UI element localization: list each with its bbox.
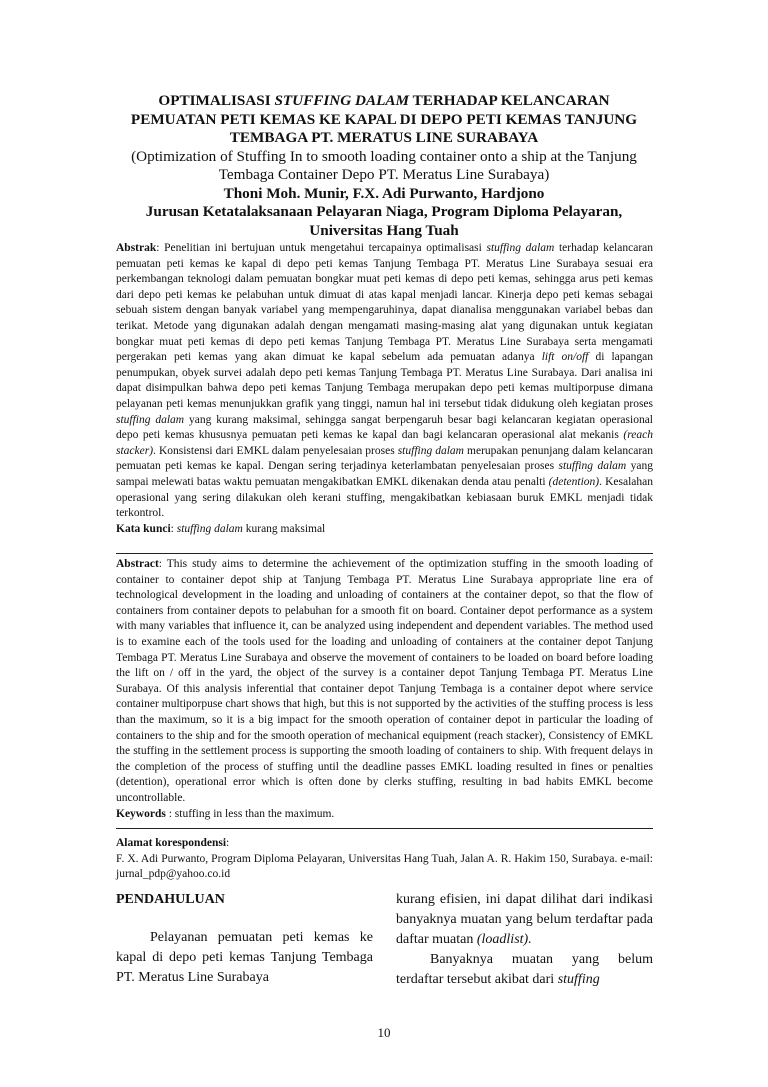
english-subtitle	[110, 148, 658, 185]
abstrak-text: . Kesalahan operasional yang sering dilakukan oleh kerani stuffing, mengakibatkan kebiasaan buruk EMKL menjadi tidak terkontrol.	[116, 475, 653, 520]
affiliation	[110, 203, 658, 240]
title-italic-text: STUFFING DALAM	[274, 92, 410, 109]
abstrak-text: . Konsistensi dari EMKL dalam penyelesaian proses	[153, 444, 398, 457]
abstrak-italic: stuffing dalam	[486, 242, 555, 254]
spacer	[116, 910, 373, 928]
abstrak-italic: stuffing dalam	[397, 444, 464, 457]
kata-kunci-label: Kata kunci	[116, 522, 171, 535]
keywords	[116, 807, 653, 823]
abstrak-italic: (reach stacker)	[116, 429, 653, 457]
correspondence-section	[116, 836, 653, 883]
correspondence-heading	[116, 836, 653, 852]
correspondence-text: F. X. Adi Purwanto, Program Diploma Pelayaran, Universitas Hang Tuah, Jalan A. R. Hakim 150, Surabaya. e-mail: jurnal_pdp@yahoo.co.id	[116, 852, 653, 881]
abstrak-text: yang sampai melewati batas waktu pemuatan mengakibatkan EMKL dikenakan denda atau penalti	[116, 460, 653, 488]
kata-kunci-sep: :	[170, 522, 177, 535]
body-italic: stuffing	[557, 972, 600, 987]
page-number: 10	[377, 1025, 391, 1040]
intro-paragraph: Pelayanan pemuatan peti kemas ke kapal di depo peti kemas Tanjung Tembaga PT. Meratus Line Surabaya	[116, 930, 373, 985]
abstrak-section	[116, 241, 653, 537]
correspondence-colon: :	[226, 837, 230, 849]
body-text: kurang efisien, ini dapat dilihat dari indikasi banyaknya muatan yang belum terdaftar pada daftar muatan	[396, 892, 653, 947]
body-paragraph	[396, 950, 653, 990]
abstrak-text: merupakan penunjang dalam kelancaran pemuatan peti kemas ke kapal. Dengan sering terjadinya keterlambatan penyelesaian proses	[116, 444, 654, 473]
section-divider	[116, 828, 653, 829]
body-text: Banyaknya muatan yang belum terdaftar tersebut akibat dari	[396, 952, 653, 987]
paper-title	[110, 92, 658, 148]
abstrak-text: di lapangan penumpukan, obyek survei adalah depo peti kemas Tanjung Tembaga PT. Meratus Line Surabaya. Dari analisa ini dapat disimpulkan bahwa depo peti kemas Tanjung Tembaga merupakan depo peti kemas multiporpuse dimana pelayanan peti kemas menunjukkan grafik yang tinggi, namun hal ini tersebut tidak didukung oleh kegiatan proses	[116, 351, 653, 410]
section-heading: PENDAHULUAN	[116, 892, 225, 907]
affiliation-text: Universitas Hang Tuah	[309, 221, 459, 239]
abstrak-italic: (detention)	[548, 475, 600, 488]
correspondence-label: Alamat korespondensi	[116, 837, 227, 849]
subtitle-text: (Optimization of Stuffing In to smooth loading container onto a ship at the Tanjung	[131, 147, 637, 165]
abstract-section	[116, 557, 653, 822]
abstrak-label: Abstrak	[116, 242, 157, 254]
abstrak-italic: stuffing dalam	[558, 460, 627, 473]
right-column	[396, 890, 653, 990]
title-text: PEMUATAN PETI KEMAS KE KAPAL DI DEPO PETI KEMAS TANJUNG	[130, 110, 638, 128]
keywords-text: : stuffing in less than the maximum.	[165, 807, 335, 820]
abstract-label: Abstract	[116, 558, 159, 570]
abstrak-text: terhadap kelancaran pemuatan peti kemas ke kapal di depo peti kemas Tanjung Tembaga PT. Meratus Line Surabaya sesuai era perkembangan teknologi dalam pemuatan bongkar muat peti kemas di depo peti kemas, sehingga arus peti kemas dari depo peti kemas ke pelabuhan untuk dimuat di atas kapal menjadi lancar. Kinerja depo peti kemas sebagai sebuah sistem dengan banyak variabel yang mempengaruhinya, dapat dianalisa menggunakan variabel bebas dan terikat. Metode yang digunakan adalah dengan mengamati masing-masing alat yang digunakan untuk kegiatan bongkar muat peti kemas di depo peti kemas Tanjung Tembaga PT. Meratus Line Surabaya serta mengamati pergerakan peti kemas yang akan dimuat ke kapal sebelum ada pemuatan adanya	[116, 242, 653, 364]
title-text: OPTIMALISASI	[158, 92, 275, 109]
section-divider	[116, 553, 653, 554]
kata-kunci-italic: stuffing dalam	[176, 522, 243, 535]
subtitle-text: Tembaga Container Depo PT. Meratus Line Surabaya)	[218, 166, 550, 183]
affiliation-text: Jurusan Ketatalaksanaan Pelayaran Niaga, Program Diploma Pelayaran,	[145, 203, 623, 220]
abstrak-paragraph	[116, 241, 653, 522]
kata-kunci	[116, 522, 653, 538]
author-list: Thoni Moh. Munir, F.X. Adi Purwanto, Hardjono	[223, 184, 545, 202]
body-italic: (loadlist).	[476, 932, 532, 947]
keywords-label: Keywords	[116, 807, 166, 820]
left-column	[116, 890, 373, 988]
abstract-paragraph	[116, 557, 653, 807]
title-block	[110, 92, 658, 240]
abstrak-text: yang kurang maksimal, sehingga sangat berpengaruh besar bagi kelancaran kegiatan operasional depo peti kemas khususnya pemuatan peti kemas ke kapal dan bagi kelancaran operasional alat mekanis	[116, 413, 653, 442]
title-text: TEMBAGA PT. MERATUS LINE SURABAYA	[229, 129, 539, 146]
abstrak-italic: lift on/off	[541, 351, 589, 364]
abstract-text: : This study aims to determine the achievement of the optimization stuffing in the smooth loading of container to container depot ship at Tanjung Tembaga PT. Meratus Line Surabaya appropriate line era of technological development in the loading and unloading of containers at the container depot, so that the flow of containers from container depots to pelabuhan for a smooth fit on board. Container depot performance as a system with many variables that influence it, can be analyzed using independent and dependent variables. The method used is to examine each of the tools used for the loading and unloading of containers at the container depot Tanjung Tembaga PT. Meratus Line Surabaya and observe the movement of containers to be loaded on board before loading the lift on / off in the yard, the object of the survey is a container depot Tanjung Tembaga PT. Meratus Line Surabaya. Of this analysis inferential that container depot Tanjung Tembaga is a container depot where service container multiporpuse chart shows that high, but this is not supported by the activities of the stuffing process is less than the maximum, so it is a big impact for the smooth operation of container depot in particular the loading of containers to the ship and for the smooth operation of mechanical equipment (reach stacker), Consistency of EMKL the stuffing in the settlement process is supporting the smooth loading of containers to ship. With frequent delays in the completion of the process of stuffing until the deadline passes EMKL loading resulted in fines or penalties (detention), operational error which is often done by clerks stuffing, resulting in bad habits EMKL become uncontrollable.	[116, 558, 653, 804]
abstrak-italic: stuffing dalam	[116, 413, 185, 426]
body-paragraph	[396, 890, 653, 950]
abstrak-text: : Penelitian ini bertujuan untuk mengetahui tercapainya optimalisasi	[156, 242, 487, 254]
title-text: TERHADAP KELANCARAN	[409, 92, 610, 109]
kata-kunci-text: kurang maksimal	[242, 522, 326, 535]
